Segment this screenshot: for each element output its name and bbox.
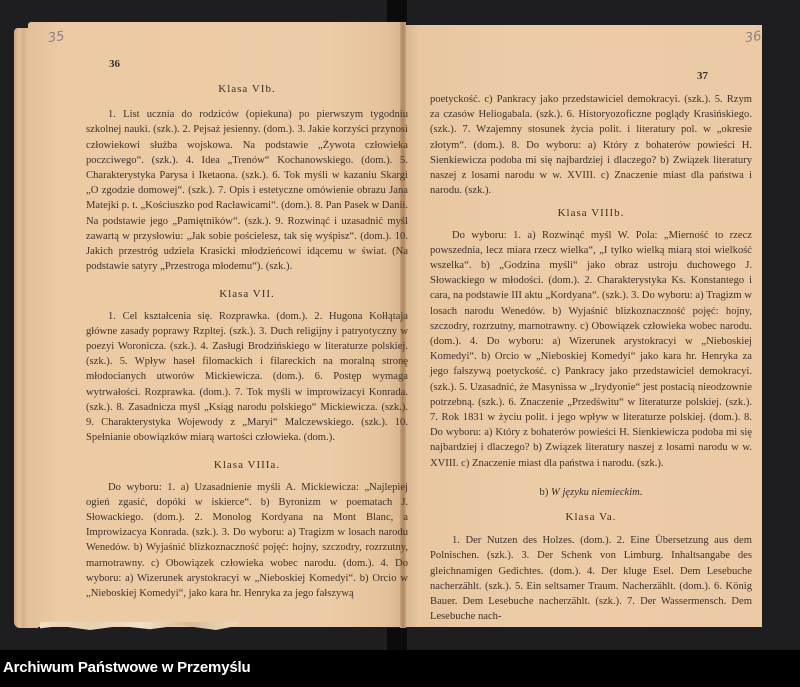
section-body-klasa-viiia: Do wyboru: 1. a) Uzasadnienie myśli A. Mickiewicza: „Najlepiej ogień zgasić, dopóki w iskierce“. b) Byronizm w poematach J. Słowackiego. (dom.). 2. Monolog Kordyana na Mont Blanc, a Improwizacya Konrada. (szk.). 3. Do wyboru: a) Tragizm w losach narodu Wenedów. b) Wyjaśnić blizkoznaczność pojęć: hojny, szczodry, rozrzutny, marnotrawny. c) Obowiązek człowieka wobec narodu. (dom.). 4. Do wyboru: a) Wizerunek arystokracyi w „Nieboskiej Komedyi“. b) Orcio w „Nieboskiej Komedyi“, jako kara hr. Henryka za jego fałszywą	[86, 481, 408, 600]
continuation-text: poetyckość. c) Pankracy jako przedstawiciel demokracyi. (szk.). 5. Rzym za czasów Heliogabala. (szk.). 6. Historyozoficzne poglądy Krasińskiego. (szk.). 7. Wzajemny stosunek życia polit. i literatury pol. w „okresie złotym“. (dom.). 8. Do wyboru: a) Który z bohaterów powieści H. Sienkiewicza podoba mi się najbardziej i dlaczego? b) Związek literatury naszej z losami narodu w w. XVIII. c) Znaczenie miast dla państwa i narodu. (szk.).	[430, 94, 752, 197]
pencil-folio-note-right: 36	[744, 28, 763, 47]
page-number-left: 36	[109, 58, 120, 70]
torn-page-edge	[40, 622, 240, 630]
section-body-klasa-vii: 1. Cel kształcenia się. Rozprawka. (dom.). 2. Hugona Kołłątaja główne zasady poprawy Rzpltej. (szk.). 3. Duch religijny i patryotyczny w poezyi Woronicza. (szk.). 4. Zasługi Brodzińskiego w literaturze polskiej. (szk.). 5. Wpływ haseł filomackich i filareckich na moralną stronę młodocianych utworów Mickiewicza. (dom.). 6. Postęp wymaga wytrwałości. Rozprawka. (dom.). 7. Tok myśli w improwizacyi Konrada. (szk.). 8. Zasadnicza myśl „Ksiąg narodu polskiego“ Mickiewicza. (szk.). 9. Charakterystyka Wojewody z „Maryi“ Malczewskiego. (szk.). 10. Spełnianie obowiązków miarą wartości człowieka. (dom.).	[86, 310, 408, 444]
archive-name: Archiwum Państwowe w Przemyślu	[3, 659, 251, 676]
left-page-text	[86, 82, 408, 601]
right-page-text	[430, 92, 752, 625]
section-heading-klasa-va: Klasa Va.	[565, 511, 617, 524]
subsection-title-text: W języku niemieckim.	[551, 486, 643, 498]
subsection-label: b)	[539, 486, 549, 498]
section-heading-klasa-vib: Klasa VIb.	[218, 83, 276, 95]
archive-footer	[0, 650, 800, 687]
subsection-title	[430, 485, 752, 500]
pencil-folio-note-left: 35	[47, 28, 66, 47]
section-body-klasa-vib: 1. List ucznia do rodziców (opiekuna) po pierwszym tygodniu szkolnej nauki. (szk.). 2. Pejsaż jesienny. (dom.). 3. Jakie korzyści przynosi człowiekowi służba wojskowa. Na podstawie „Żywota człowieka poczciwego“. (szk.). 4. Idea „Trenów“ Kochanowskiego. (dom.). 5. Charakterystyka Parysa i Iketaona. (szk.). 6. Tok myśli w kazaniu Skargi „O zgodzie domowej“. (szk.). 7. Opis i estetyczne omówienie obrazu Jana Matejki p. t. „Kościuszko pod Racławicami“. (dom.). 8. Pan Pasek w Danii. Na podstawie jego „Pamiętników“. (szk.). 9. Rozwinąć i uzasadnić myśl zawartą w przysłowiu: „Jak sobie pościelesz, tak się wyśpisz“. (dom.). 10. Jakich przestróg udziela Krasicki młodzieńcowi idącemu w świat. (Na podstawie satyry „Przestroga młodemu“). (szk.).	[86, 109, 408, 273]
section-heading-klasa-viiia: Klasa VIIIa.	[213, 459, 281, 472]
section-body-klasa-viiib: Do wyboru: 1. a) Rozwinąć myśl W. Pola: „Mierność to rzecz powszednia, lecz miara rzecz wielka“, „I tylko wielką miarą stoi wielkość wszelka“. b) „Godzina myśli“ jako obraz ustroju duchowego J. Słowackiego w młodości. (dom.). 2. Charakterystyka Ks. Konstantego i cara, na podstawie III aktu „Kordyana“. (szk.). 3. Do wyboru: a) Tragizm w losach narodu Wenedów. b) Wyjaśnić blizkoznaczność pojęć: hojny, szczodry, rozrzutny, marnotrawny. c) Obowiązek człowieka wobec narodu. (dom.). 4. Do wyboru: a) Wizerunek arystokracyi w „Nieboskiej Komedyi“. b) Orcio w „Nieboskiej Komedyi“ jako kara hr. Henryka za jego fałszywą poetyckość. c) Pankracy jako przedstawiciel demokracyi. (szk.). 5. Uzasadnić, że Masynissa w „Irydyonie“ jest postacią nieodzownie potrzebną. (szk.). 6. Znaczenie „Przedświtu“ w literaturze polskiej. (szk.). 7. Rok 1831 w życiu polit. i jego wpływ w literaturze polskiej. (dom.). 8. Do wyboru: a) Który z bohaterów powieści H. Sienkiewicza podoba mi się najbardziej i dlaczego? b) Związek literatury naszej z losami narodu w w. XVIII. c) Znaczenie miast dla państwa i narodu. (szk.).	[430, 229, 752, 469]
book-spine-bottom	[387, 628, 407, 650]
section-heading-klasa-vii: Klasa VII.	[219, 288, 275, 301]
page-number-right: 37	[697, 70, 708, 82]
section-body-klasa-va: 1. Der Nutzen des Holzes. (dom.). 2. Eine Übersetzung aus dem Polnischen. (szk.). 3. Der Schenk von Limburg. Inhaltsangabe des gleichnamigen Gedichtes. (dom.). 4. Der kluge Esel. Dem Lesebuche nacherzählt. (szk.). 5. Ein seltsamer Traum. Nacherzählt. (dom.). 6. König Bauer. Dem Lesebuche nacherzählt. (szk.). 7. Der Wassermensch. Dem Lesebuche nach-	[430, 535, 752, 623]
section-heading-klasa-viiib: Klasa VIIIb.	[557, 207, 625, 220]
